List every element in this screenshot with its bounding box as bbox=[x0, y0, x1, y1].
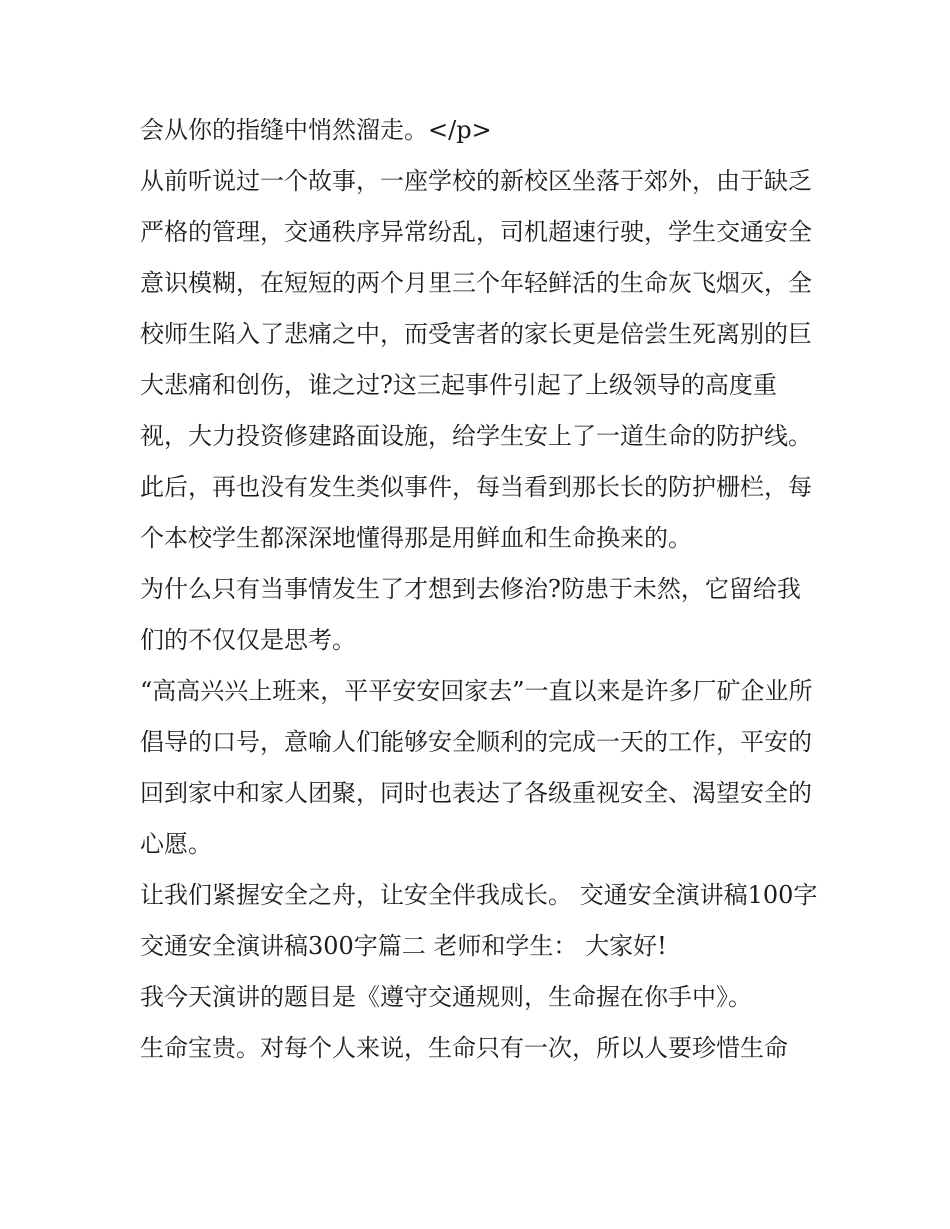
document-body bbox=[140, 105, 826, 1074]
paragraph-4: “高高兴兴上班来，平平安安回家去”一直以来是许多厂矿企业所倡导的口号，意喻人们能够安全顺利的完成一天的工作，平安的回到家中和家人团聚，同时也表达了各级重视安全、渴望安全的心愿。 bbox=[140, 677, 813, 858]
paragraph-1: 会从你的指缝中悄然溜走。</p> bbox=[140, 116, 492, 144]
paragraph-5: 让我们紧握安全之舟，让安全伴我成长。 交通安全演讲稿100字 交通安全演讲稿300字篇二 老师和学生： 大家好! bbox=[140, 881, 826, 960]
paragraph-2: 从前听说过一个故事，一座学校的新校区坐落于郊外，由于缺乏严格的管理，交通秩序异常纷乱，司机超速行驶，学生交通安全意识模糊，在短短的两个月里三个年轻鲜活的生命灰飞烟灭，全校师生陷入了悲痛之中，而受害者的家长更是倍尝生死离别的巨大悲痛和创伤，谁之过?这三起事件引起了上级领导的高度重视，大力投资修建路面设施，给学生安上了一道生命的防护线。此后，再也没有发生类似事件，每当看到那长长的防护栅栏，每个本校学生都深深地懂得那是用鲜血和生命换来的。 bbox=[140, 167, 812, 552]
paragraph-7: 生命宝贵。对每个人来说，生命只有一次，所以人要珍惜生命 bbox=[140, 1034, 788, 1062]
paragraph-3: 为什么只有当事情发生了才想到去修治?防患于未然，它留给我们的不仅仅是思考。 bbox=[140, 575, 801, 654]
paragraph-6: 我今天演讲的题目是《遵守交通规则，生命握在你手中》。 bbox=[140, 983, 752, 1011]
